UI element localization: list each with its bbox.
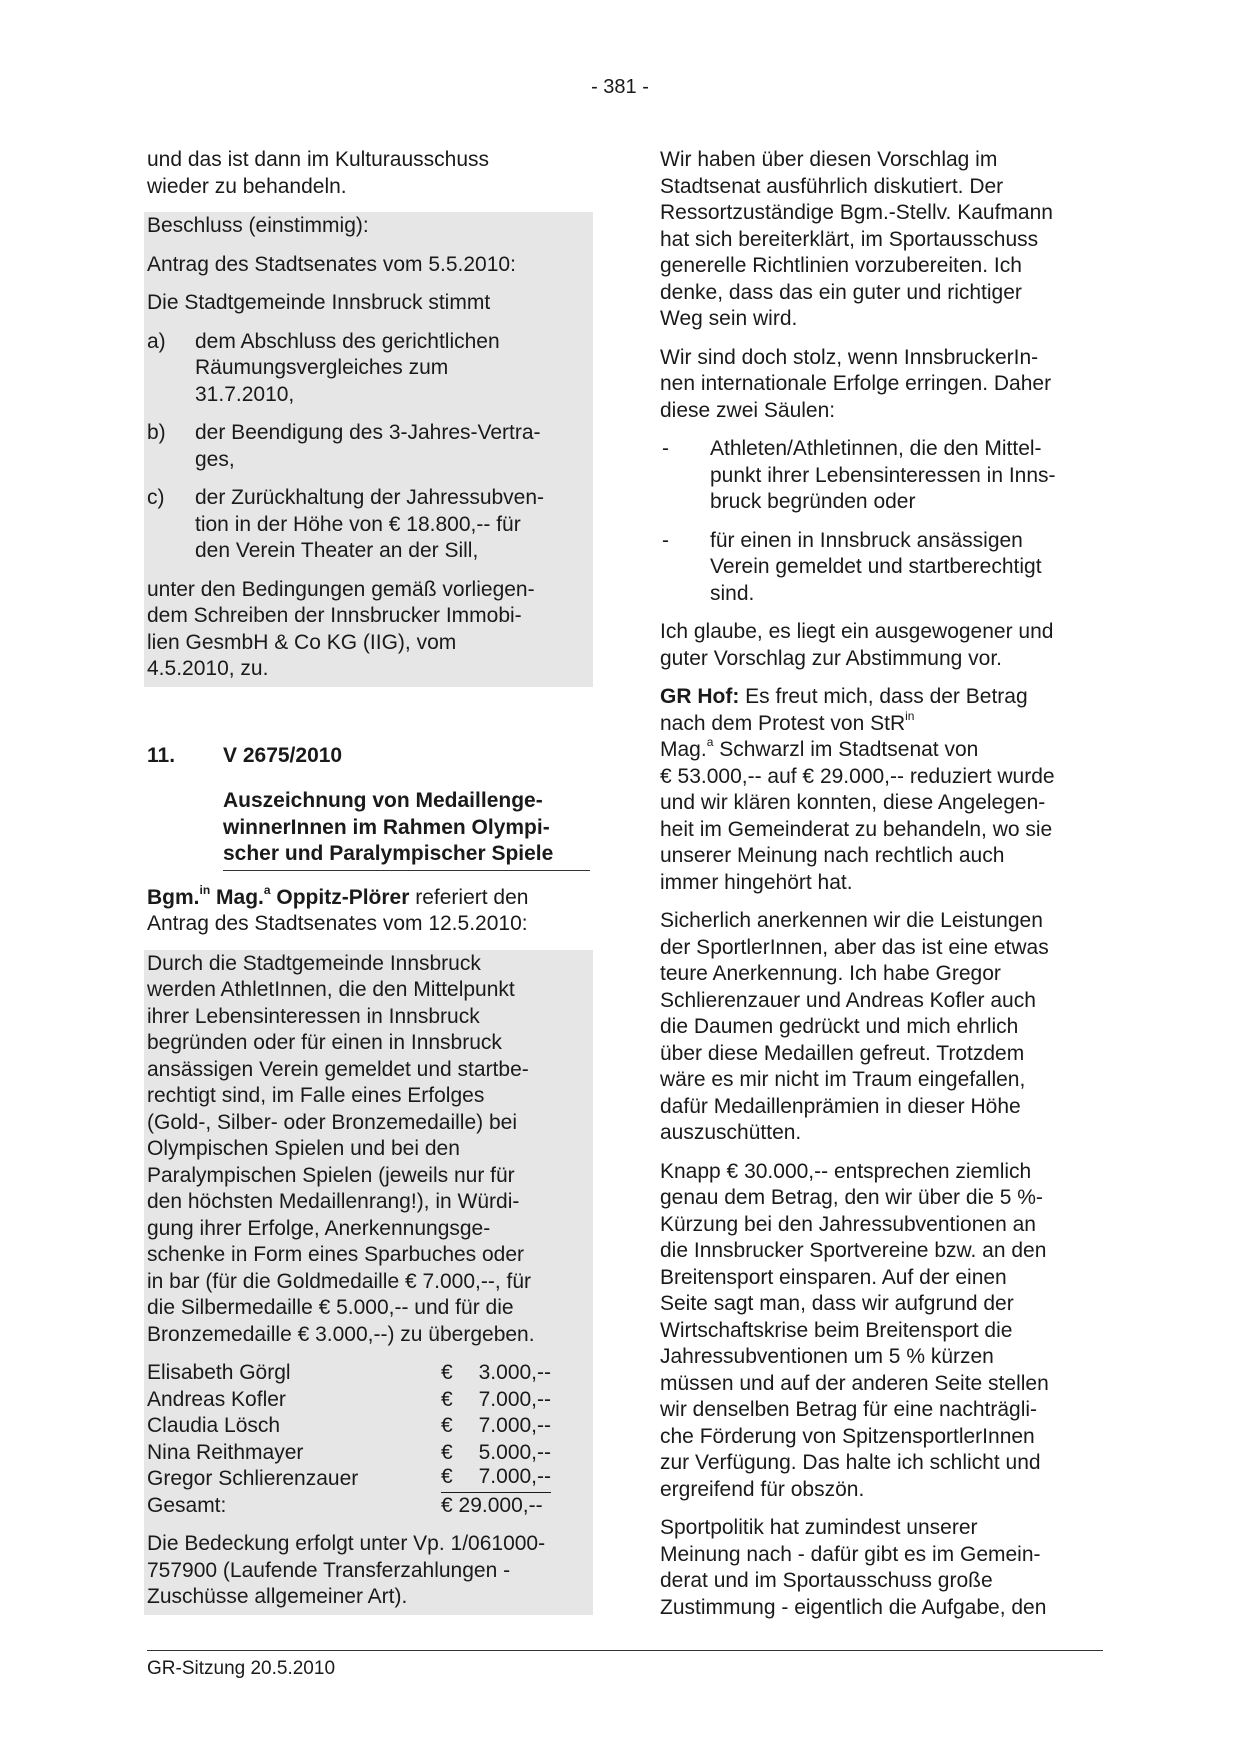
section-number: 11. (147, 743, 176, 767)
coverage-text: Die Bedeckung erfolgt unter Vp. 1/061000- 757900 (Laufende Transferzahlungen - Zuschüsse allgemeiner Art). (147, 1532, 546, 1608)
decision-heading: Beschluss (einstimmig): (147, 214, 369, 237)
decision-closing: unter den Bedingungen gemäß vorliegen- dem Schreiben der Innsbrucker Immobi- lien GesmbH & Co KG (IIG), vom 4.5.2010, zu. (147, 577, 535, 680)
hof-paragraph: GR Hof: Es freut mich, dass der Betrag nach dem Protest von StR$^{in}$ Mag.$^a$ Schwarzl im Stadtsenat von € 53.000,-- auf € 29.000,-- reduziert wurde und wir klären konnten, diese Angelegen- heit im Gemeinderat zu behandeln, wo sie unserer Meinung nach rechtlich auch immer hingehört hat. (660, 685, 1055, 894)
list-item (147, 485, 590, 565)
bullet-text: Athleten/Athletinnen, die den Mittel- punkt ihrer Lebensinteressen in Inns- bruck begründen oder (710, 437, 1056, 513)
list-text: der Zurückhaltung der Jahressubven- tion in der Höhe von € 18.800,-- für den Verein Theater an der Sill, (195, 486, 545, 562)
decision-lead: Die Stadtgemeinde Innsbruck stimmt (147, 291, 491, 314)
paragraph: Sportpolitik hat zumindest unserer Meinung nach - dafür gibt es im Gemein- derat und im Sportausschuss große Zustimmung - eigentlich die Aufgabe, den (660, 1516, 1047, 1619)
section-code: V 2675/2010 (223, 743, 343, 767)
list-marker: b) (147, 421, 166, 444)
left-column (147, 147, 590, 1615)
footer-divider (147, 1650, 1103, 1651)
table-row: Elisabeth Görgl € 3.000,-- (147, 1361, 551, 1384)
decision-antrag: Antrag des Stadtsenates vom 5.5.2010: (147, 252, 516, 276)
paragraph: Wir sind doch stolz, wenn InnsbruckerIn- nen internationale Erfolge erringen. Daher diese zwei Säulen: (660, 345, 1052, 422)
text-line: wieder zu behandeln. (147, 174, 347, 198)
bullet-marker: - (662, 528, 669, 552)
page-footer: GR-Sitzung 20.5.2010 (147, 1658, 336, 1679)
list-item (147, 420, 590, 473)
speaker-name: Bgm.$^{in}$ Mag.$^a$ Oppitz-Plörer (147, 882, 410, 909)
paragraph: Sicherlich anerkennen wir die Leistungen der SportlerInnen, aber das ist eine etwas teure Anerkennung. Ich habe Gregor Schlierenzauer und Andreas Kofler auch die Daumen gedrückt und mich ehrlich über diese Medaillen gefreut. Trotzdem wäre es mir nicht im Traum eingefallen, dafür Medaillenprämien in dieser Höhe auszuschütten. (660, 909, 1049, 1144)
decision-box (144, 212, 593, 687)
right-column (660, 147, 1096, 1633)
bullet-text: für einen in Innsbruck ansässigen Verein gemeldet und startberechtigt sind. (710, 528, 1042, 605)
list-marker: a) (147, 329, 166, 353)
text-line: und das ist dann im Kulturausschuss (147, 148, 490, 171)
section-heading (147, 743, 590, 770)
table-row: Claudia Lösch € 7.000,-- (147, 1414, 551, 1437)
table-row: Andreas Kofler € 7.000,-- (147, 1387, 551, 1411)
section-title: Auszeichnung von Medaillenge- winnerInnen im Rahmen Olympi- scher und Paralympischer Spiele (223, 788, 590, 871)
page-number: - 381 - (591, 76, 649, 98)
bullet-item (660, 436, 1096, 516)
bullet-marker: - (662, 437, 669, 460)
motion-box (144, 950, 593, 1615)
speaker-name: GR Hof: (660, 685, 740, 708)
list-text: dem Abschluss des gerichtlichen Räumungsvergleiches zum 31.7.2010, (195, 329, 500, 406)
underlined-amount: € 7.000,-- (441, 1466, 551, 1493)
paragraph: Wir haben über diesen Vorschlag im Stadtsenat ausführlich diskutiert. Der Ressortzuständige Bgm.-Stellv. Kaufmann hat sich bereiterklärt, im Sportausschuss generelle Richtlinien vorzubereiten. Ich denke, dass das ein guter und richtiger Weg sein wird. (660, 148, 1053, 330)
table-row: Gregor Schlierenzauer € 7.000,-- (147, 1466, 590, 1493)
motion-text: Durch die Stadtgemeinde Innsbruck werden AthletInnen, die den Mittelpunkt ihrer Lebensinteressen in Innsbruck begründen oder für einen in Innsbruck ansässigen Verein gemeldet und startbe- rechtigt sind, im Falle eines Erfolges (Gold-, Silber- oder Bronzemedaille) bei Olympischen Spielen und bei den Paralympischen Spielen (jeweils nur für den höchsten Medaillenrang!), in Würdi- gung ihrer Erfolge, Anerkennungsge- schenke in Form eines Sparbuches oder in bar (für die Goldmedaille € 7.000,--, für die Silbermedaille € 5.000,-- und für die Bronzemedaille € 3.000,--) zu übergeben. (147, 951, 535, 1346)
list-text: der Beendigung des 3-Jahres-Vertra- ges, (195, 421, 541, 471)
paragraph: Ich glaube, es liegt ein ausgewogener und guter Vorschlag zur Abstimmung vor. (660, 620, 1054, 670)
paragraph: Knapp € 30.000,-- entsprechen ziemlich genau dem Betrag, den wir über die 5 %- Kürzung bei den Jahressubventionen an die Innsbrucker Sportvereine bzw. an den Breitensport einsparen. Auf der einen Seite sagt man, dass wir aufgrund der Wirtschaftskrise beim Breitensport die Jahressubventionen um 5 % kürzen müssen und auf der anderen Seite stellen wir denselben Betrag für eine nachträgli- che Förderung von SpitzensportlerInnen zur Verfügung. Das halte ich schlicht und ergreifend für obszön. (660, 1159, 1049, 1501)
table-row: Nina Reithmayer € 5.000,-- (147, 1440, 551, 1464)
intro-paragraph (147, 147, 590, 200)
table-total-row: Gesamt: € 29.000,-- (147, 1493, 543, 1517)
speaker-paragraph: Bgm.$^{in}$ Mag.$^a$ Oppitz-Plörer referiert den Antrag des Stadtsenates vom 12.5.2010: (147, 882, 529, 935)
bullet-item (660, 528, 1096, 608)
award-table (147, 1360, 590, 1519)
list-marker: c) (147, 486, 165, 509)
list-item (147, 329, 590, 409)
